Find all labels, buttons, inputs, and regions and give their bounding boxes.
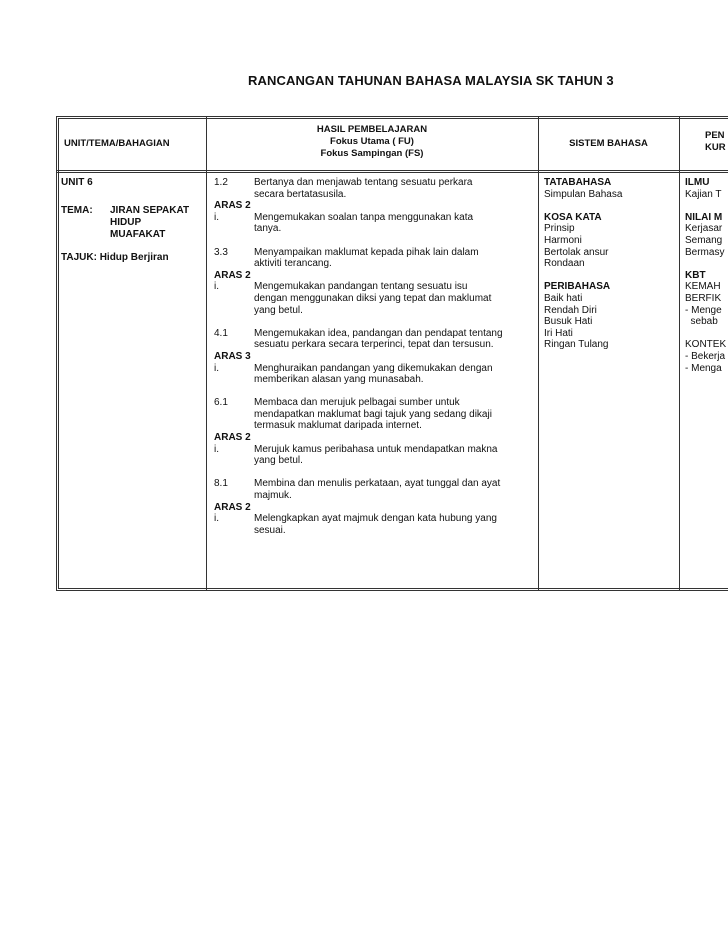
sistem-item: PERIBAHASA xyxy=(544,281,611,293)
hasil-sub-line-number: i. xyxy=(214,443,219,455)
sistem-item: Simpulan Bahasa xyxy=(544,188,623,200)
column-divider xyxy=(679,116,680,591)
last_col-item: Semang xyxy=(685,234,723,246)
hasil-line-text: Bertanya dan menjawab tentang sesuatu perkara xyxy=(254,177,473,188)
aras-label xyxy=(214,200,536,212)
sistem-column xyxy=(544,177,622,351)
hasil-line-text: aktiviti terancang. xyxy=(254,258,332,270)
hasil-sub-line xyxy=(214,444,536,456)
hasil-sub-line-number: i. xyxy=(214,281,219,293)
hasil-line-text: majmuk. xyxy=(254,490,292,502)
tema-label: TEMA: xyxy=(61,205,93,216)
last_col-item xyxy=(685,200,728,212)
sistem-item: Rendah Diri xyxy=(544,304,597,316)
sistem-item: TATABAHASA xyxy=(544,177,612,188)
last_col-item xyxy=(685,258,728,270)
hasil-line-number: 8.1 xyxy=(214,478,228,490)
unit-label: UNIT 6 xyxy=(61,177,93,188)
hasil-line xyxy=(214,420,536,432)
last_col-item: ILMU xyxy=(685,177,710,188)
aras-label-text: ARAS 3 xyxy=(214,350,251,362)
hasil-sub-line-number: i. xyxy=(214,513,219,525)
last_col-item: - Menge xyxy=(685,304,722,316)
header-divider xyxy=(56,170,728,173)
aras-label xyxy=(214,432,536,444)
aras-label-text: ARAS 2 xyxy=(214,200,251,212)
last_col-item: Bermasy xyxy=(685,246,725,258)
hasil-line-text: Mengemukakan idea, pandangan dan pendapat tentang xyxy=(254,327,503,339)
hasil-sub-line xyxy=(214,513,536,525)
hasil-column xyxy=(214,177,536,536)
hasil-line-number: 1.2 xyxy=(214,177,228,188)
last_col-item: BERFIK xyxy=(685,292,722,304)
hasil-sub-line xyxy=(214,293,536,305)
header-last-line2: KUR xyxy=(705,142,726,153)
header-last xyxy=(705,130,726,154)
aras-label-text: ARAS 2 xyxy=(214,269,251,281)
tajuk-label: TAJUK: Hidup Berjiran xyxy=(61,252,169,263)
sistem-item: Bertolak ansur xyxy=(544,246,609,258)
hasil-sub-line-text: yang betul. xyxy=(254,304,303,316)
header-hasil xyxy=(206,124,538,160)
tema-line-2: HIDUP xyxy=(110,217,142,228)
sistem-item: Rondaan xyxy=(544,258,585,270)
hasil-sub-line-text: tanya. xyxy=(254,223,282,235)
last_col-item: KBT xyxy=(685,269,706,281)
header-fokus-utama: Fokus Utama ( FU) xyxy=(330,136,414,147)
hasil-sub-line-text: Merujuk kamus peribahasa untuk mendapatkan makna xyxy=(254,443,498,455)
hasil-sub-line-text: Mengemukakan soalan tanpa menggunakan kata xyxy=(254,211,474,223)
spacer xyxy=(214,316,536,328)
header-sistem: SISTEM BAHASA xyxy=(569,138,648,149)
tema-line-3: MUAFAKAT xyxy=(110,229,166,240)
sistem-item: Baik hati xyxy=(544,292,583,304)
hasil-sub-line-text: Menghuraikan pandangan yang dikemukakan dengan xyxy=(254,362,493,374)
hasil-line-text: termasuk maklumat daripada internet. xyxy=(254,420,422,432)
hasil-sub-line xyxy=(214,525,536,537)
tema-line-1: JIRAN SEPAKAT xyxy=(110,205,190,216)
page-title: RANCANGAN TAHUNAN BAHASA MALAYSIA SK TAHUN 3 xyxy=(248,73,614,88)
hasil-line-number: 4.1 xyxy=(214,327,228,339)
hasil-line-number: 3.3 xyxy=(214,246,228,258)
last_col-item: KONTEK xyxy=(685,339,727,351)
sistem-item: KOSA KATA xyxy=(544,211,602,223)
hasil-line-text: mendapatkan maklumat bagi tajuk yang sedang dikaji xyxy=(254,408,492,420)
sistem-item: Busuk Hati xyxy=(544,316,593,328)
spacer xyxy=(214,386,536,398)
last_col-item: Kerjasar xyxy=(685,223,723,235)
hasil-sub-line xyxy=(214,374,536,386)
last_col-item: Kajian T xyxy=(685,188,722,200)
sistem-item: Iri Hati xyxy=(544,327,573,339)
aras-label xyxy=(214,351,536,363)
last_col-item: - Bekerja xyxy=(685,350,726,362)
hasil-line xyxy=(214,339,536,351)
aras-label-text: ARAS 2 xyxy=(214,501,251,513)
aras-label xyxy=(214,502,536,514)
last_col-item: KEMAH xyxy=(685,281,721,293)
hasil-line xyxy=(214,478,536,490)
column-divider xyxy=(206,116,207,591)
aras-label xyxy=(214,270,536,282)
hasil-line xyxy=(214,258,536,270)
header-unit: UNIT/TEMA/BAHAGIAN xyxy=(64,138,170,149)
sistem-item: Prinsip xyxy=(544,223,575,235)
hasil-sub-line-text: sesuai. xyxy=(254,524,286,536)
aras-label-text: ARAS 2 xyxy=(214,432,251,444)
header-fokus-sampingan: Fokus Sampingan (FS) xyxy=(320,148,424,159)
hasil-sub-line xyxy=(214,363,536,375)
hasil-sub-line-text: Mengemukakan pandangan tentang sesuatu isu xyxy=(254,281,468,293)
hasil-line xyxy=(214,409,536,421)
hasil-sub-line xyxy=(214,212,536,224)
hasil-sub-line xyxy=(214,281,536,293)
sistem-item xyxy=(544,270,622,282)
hasil-line xyxy=(214,490,536,502)
sistem-item: Harmoni xyxy=(544,234,582,246)
spacer xyxy=(214,467,536,479)
last_col-item: - Menga xyxy=(685,362,722,374)
hasil-sub-line xyxy=(214,455,536,467)
header-hasil-title: HASIL PEMBELAJARAN xyxy=(316,124,428,135)
hasil-line-text: secara bertatasusila. xyxy=(254,188,347,200)
sistem-item: Ringan Tulang xyxy=(544,339,609,351)
hasil-line-text: sesuatu perkara secara terperinci, tepat dan tersusun. xyxy=(254,339,494,351)
hasil-line-text: Membaca dan merujuk pelbagai sumber untuk xyxy=(254,397,460,409)
hasil-sub-line-text: memberikan alasan yang munasabah. xyxy=(254,374,424,386)
hasil-sub-line xyxy=(214,223,536,235)
spacer xyxy=(214,235,536,247)
sistem-item xyxy=(544,200,622,212)
hasil-line xyxy=(214,328,536,340)
last_col-item: sebab xyxy=(685,316,718,328)
column-divider xyxy=(538,116,539,591)
hasil-sub-line xyxy=(214,305,536,317)
kurikulum-column xyxy=(685,177,728,374)
hasil-line xyxy=(214,189,536,201)
hasil-sub-line-text: dengan menggunakan diksi yang tepat dan maklumat xyxy=(254,292,492,304)
hasil-line xyxy=(214,247,536,259)
hasil-line xyxy=(214,397,536,409)
hasil-line-text: Membina dan menulis perkataan, ayat tunggal dan ayat xyxy=(254,478,501,490)
hasil-sub-line-text: Melengkapkan ayat majmuk dengan kata hubung yang xyxy=(254,513,497,525)
hasil-sub-line-number: i. xyxy=(214,211,219,223)
hasil-line-number: 6.1 xyxy=(214,397,228,409)
header-last-line1: PEN xyxy=(705,130,725,141)
last_col-item: NILAI M xyxy=(685,211,723,223)
hasil-sub-line-number: i. xyxy=(214,362,219,374)
hasil-line-text: Menyampaikan maklumat kepada pihak lain dalam xyxy=(254,246,479,258)
hasil-line xyxy=(214,177,536,189)
hasil-sub-line-text: yang betul. xyxy=(254,455,303,467)
last_col-item xyxy=(685,328,728,340)
